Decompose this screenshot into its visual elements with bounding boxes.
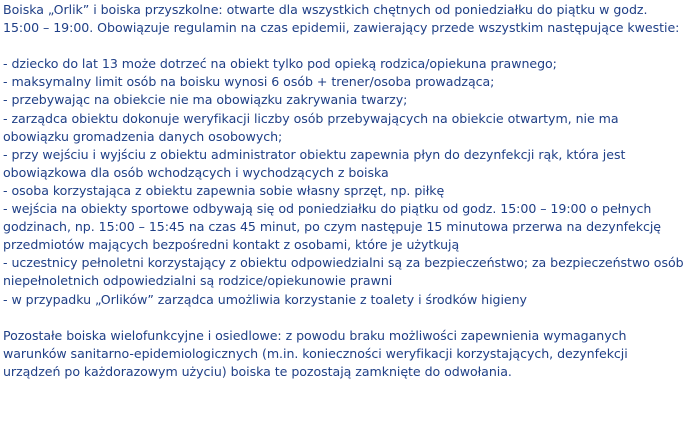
rule-line: - przebywając na obiekcie nie ma obowiązku zakrywania twarzy;	[3, 92, 408, 108]
paragraph-spacer	[3, 309, 698, 327]
rule-line: - przy wejściu i wyjściu z obiektu administrator obiektu zapewnia płyn do dezynfekcji rąk, która jest	[3, 146, 626, 162]
intro-paragraph	[3, 1, 698, 37]
rule-line: - maksymalny limit osób na boisku wynosi 6 osób + trener/osoba prowadząca;	[3, 74, 495, 90]
text-line: urządzeń po każdorazowym użyciu) boiska te pozostają zamknięte do odwołania.	[3, 363, 512, 379]
rules-list	[3, 55, 698, 308]
rule-line: niepełnoletnich odpowiedzialni są rodzice/opiekunowie prawni	[3, 273, 393, 289]
rule-line: obowiązku gromadzenia danych osobowych;	[3, 128, 283, 144]
paragraph-spacer	[3, 37, 698, 55]
text-line: Pozostałe boiska wielofunkcyjne i osiedlowe: z powodu braku możliwości zapewnienia wymaganych	[3, 327, 627, 343]
text-line: warunków sanitarno-epidemiologicznych (m.in. konieczności weryfikacji korzystających, dezynfekcji	[3, 345, 628, 361]
closing-paragraph	[3, 327, 698, 381]
document-body	[3, 1, 698, 381]
rule-line: - osoba korzystająca z obiektu zapewnia sobie własny sprzęt, np. piłkę	[3, 182, 445, 198]
rule-line: godzinach, np. 15:00 – 15:45 na czas 45 minut, po czym następuje 15 minutowa przerwa na dezynfekcję	[3, 219, 661, 235]
text-line: Boiska „Orlik” i boiska przyszkolne: otwarte dla wszystkich chętnych od poniedziałku do piątku w godz.	[3, 2, 648, 17]
text-line: 15:00 – 19:00. Obowiązuje regulamin na czas epidemii, zawierający przede wszystkim następujące kwestie:	[3, 20, 680, 36]
rule-line: obowiązkowa dla osób wchodzących i wychodzących z boiska	[3, 164, 389, 180]
rule-line: - dziecko do lat 13 może dotrzeć na obiekt tylko pod opieką rodzica/opiekuna prawnego;	[3, 56, 557, 72]
rule-line: przedmiotów mających bezpośredni kontakt z osobami, które je użytkują	[3, 237, 460, 253]
rule-line: - w przypadku „Orlików” zarządca umożliwia korzystanie z toalety i środków higieny	[3, 291, 527, 307]
rule-line: - zarządca obiektu dokonuje weryfikacji liczby osób przebywających na obiekcie otwartym, nie ma	[3, 110, 619, 126]
rule-line: - wejścia na obiekty sportowe odbywają się od poniedziałku do piątku od godz. 15:00 – 19:00 o pełnych	[3, 201, 652, 217]
rule-line: - uczestnicy pełnoletni korzystający z obiektu odpowiedzialni są za bezpieczeństwo; za bezpieczeństwo osób	[3, 255, 684, 271]
